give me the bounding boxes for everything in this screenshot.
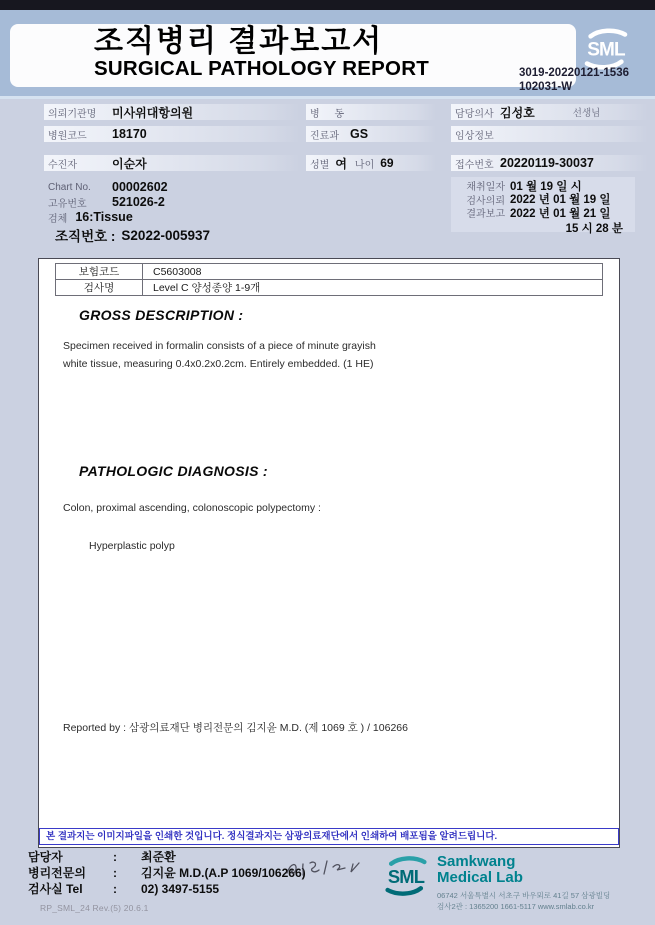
pathologist-value: 김지윤 M.D.(A.P 1069/106266) bbox=[141, 866, 306, 880]
diagnosis-result-text: Hyperplastic polyp bbox=[89, 540, 175, 552]
reported-date-label: 결과보고 bbox=[466, 209, 505, 221]
field-clinical-info bbox=[451, 126, 648, 142]
title-box bbox=[10, 24, 576, 87]
pathologist-label: 병리전문의 bbox=[28, 866, 86, 880]
chart-no-label: Chart No. bbox=[48, 181, 91, 193]
field-chart-no bbox=[44, 179, 300, 195]
tissue-number-value: S2022-005937 bbox=[121, 227, 211, 243]
sex-value: 여 bbox=[335, 156, 347, 171]
gross-description-text bbox=[63, 337, 376, 373]
staff-value: 최준환 bbox=[141, 850, 176, 864]
company-address-block bbox=[437, 890, 610, 912]
table-row bbox=[56, 264, 603, 280]
chart-no-value: 00002602 bbox=[112, 180, 168, 194]
table-row bbox=[56, 280, 603, 296]
unique-no-label: 고유번호 bbox=[48, 198, 87, 210]
gross-description-heading: GROSS DESCRIPTION : bbox=[79, 307, 244, 323]
doctor-suffix: 선생님 bbox=[572, 108, 601, 119]
receipt-number-value: 20220119-30037 bbox=[500, 156, 594, 170]
pathologic-diagnosis-heading: PATHOLOGIC DIAGNOSIS : bbox=[79, 463, 268, 479]
lab-tel-value: 02) 3497-5155 bbox=[141, 881, 220, 896]
date-panel bbox=[451, 177, 635, 235]
ward-label: 병 동 bbox=[310, 108, 351, 120]
attending-doctor-label: 담당의사 bbox=[455, 108, 494, 120]
top-dark-bar bbox=[0, 0, 655, 10]
sex-label: 성별 bbox=[310, 159, 330, 171]
lab-tel-label: 검사실 Tel bbox=[28, 882, 83, 896]
field-reported-date bbox=[451, 206, 635, 220]
clinical-info-label: 임상정보 bbox=[455, 130, 494, 142]
hospital-code-label: 병원코드 bbox=[48, 130, 87, 142]
field-lab-tel bbox=[28, 881, 219, 896]
field-examinee bbox=[44, 155, 300, 171]
company-contact: 검사2관 : 1365200 1661-5117 www.smlab.co.kr bbox=[437, 902, 595, 911]
receipt-number-label: 접수번호 bbox=[455, 159, 494, 171]
hospital-code-value: 18170 bbox=[112, 127, 147, 141]
field-attending-doctor bbox=[451, 104, 648, 120]
reported-by-line: Reported by : 삼광의료재단 병리전문의 김지윤 M.D. (제 1069 호 ) / 106266 bbox=[63, 722, 408, 734]
company-name bbox=[437, 854, 523, 885]
test-info-table bbox=[55, 263, 603, 296]
svg-text:SML: SML bbox=[387, 866, 425, 887]
field-hospital-code bbox=[44, 126, 300, 142]
attending-doctor-value: 김성호 bbox=[500, 105, 535, 120]
diagnosis-site-text: Colon, proximal ascending, colonoscopic polypectomy : bbox=[63, 502, 321, 514]
field-sex-age bbox=[306, 155, 436, 171]
form-code: RP_SML_24 Rev.(5) 20.6.1 bbox=[40, 903, 149, 913]
field-pathologist bbox=[28, 865, 306, 880]
document-number bbox=[519, 66, 629, 94]
company-name-line1: Samkwang bbox=[437, 853, 516, 870]
document-number-line1: 3019-20220121-1536 bbox=[519, 67, 629, 79]
document-number-line2: 102031-W bbox=[519, 81, 573, 93]
age-value: 69 bbox=[380, 156, 394, 170]
test-name-label: 검사명 bbox=[56, 280, 143, 296]
sml-footer-logo-icon bbox=[378, 850, 434, 907]
field-receipt-number bbox=[451, 155, 648, 171]
insurance-code-value: C5603008 bbox=[143, 264, 603, 280]
lab-tel-colon: : bbox=[113, 881, 117, 896]
staff-colon: : bbox=[113, 849, 117, 864]
company-address: 06742 서울특별시 서초구 바우뫼로 41길 57 삼광빌딩 bbox=[437, 891, 611, 900]
staff-label: 담당자 bbox=[28, 850, 63, 864]
report-title-english: SURGICAL PATHOLOGY REPORT bbox=[94, 57, 429, 80]
specimen-label: 검체 bbox=[48, 213, 68, 225]
requested-date-label: 검사의뢰 bbox=[466, 195, 505, 207]
requesting-org-value: 미사위대항의원 bbox=[112, 105, 194, 120]
collected-date-value: 01 월 19 일 시 bbox=[510, 180, 582, 193]
company-name-line2: Medical Lab bbox=[437, 868, 523, 886]
reported-time: 15 시 28 분 bbox=[565, 222, 623, 235]
collected-date-label: 채취일자 bbox=[466, 182, 505, 194]
specimen-value: 16:Tissue bbox=[75, 210, 133, 224]
field-ward bbox=[306, 104, 436, 120]
report-body-box bbox=[38, 258, 620, 848]
insurance-code-label: 보험코드 bbox=[56, 264, 143, 280]
department-value: GS bbox=[350, 127, 369, 141]
signature-scribble bbox=[283, 857, 379, 886]
field-unique-no bbox=[44, 194, 300, 210]
requesting-org-label: 의뢰기관명 bbox=[48, 108, 97, 120]
report-title-korean: 조직병리 결과보고서 bbox=[94, 25, 384, 58]
examinee-value: 이순자 bbox=[112, 156, 147, 171]
requested-date-value: 2022 년 01 월 19 일 bbox=[510, 194, 611, 207]
department-label: 진료과 bbox=[310, 130, 339, 142]
reported-date-value: 2022 년 01 월 21 일 bbox=[510, 207, 611, 220]
pathologist-colon: : bbox=[113, 865, 117, 880]
field-staff bbox=[28, 849, 176, 864]
gross-line-2: white tissue, measuring 0.4x0.2x0.2cm. Entirely embedded. (1 HE) bbox=[63, 358, 374, 370]
notice-text: 본 결과지는 이미지파일을 인쇄한 것입니다. 정식결과지는 삼광의료재단에서 인쇄하여 배포됨을 알려드립니다. bbox=[46, 831, 498, 842]
svg-text:SML: SML bbox=[587, 39, 625, 61]
test-name-value: Level C 양성종양 1-9개 bbox=[143, 280, 603, 296]
unique-no-value: 521026-2 bbox=[112, 195, 165, 209]
field-tissue-number bbox=[55, 226, 355, 244]
field-requesting-org bbox=[44, 104, 300, 120]
gross-line-1: Specimen received in formalin consists of a piece of minute grayish bbox=[63, 340, 376, 352]
field-department bbox=[306, 126, 436, 142]
field-specimen bbox=[44, 209, 300, 225]
age-label: 나이 bbox=[354, 159, 375, 171]
examinee-label: 수진자 bbox=[48, 159, 77, 171]
notice-bar bbox=[39, 828, 619, 845]
tissue-number-label: 조직번호 : bbox=[55, 229, 116, 244]
